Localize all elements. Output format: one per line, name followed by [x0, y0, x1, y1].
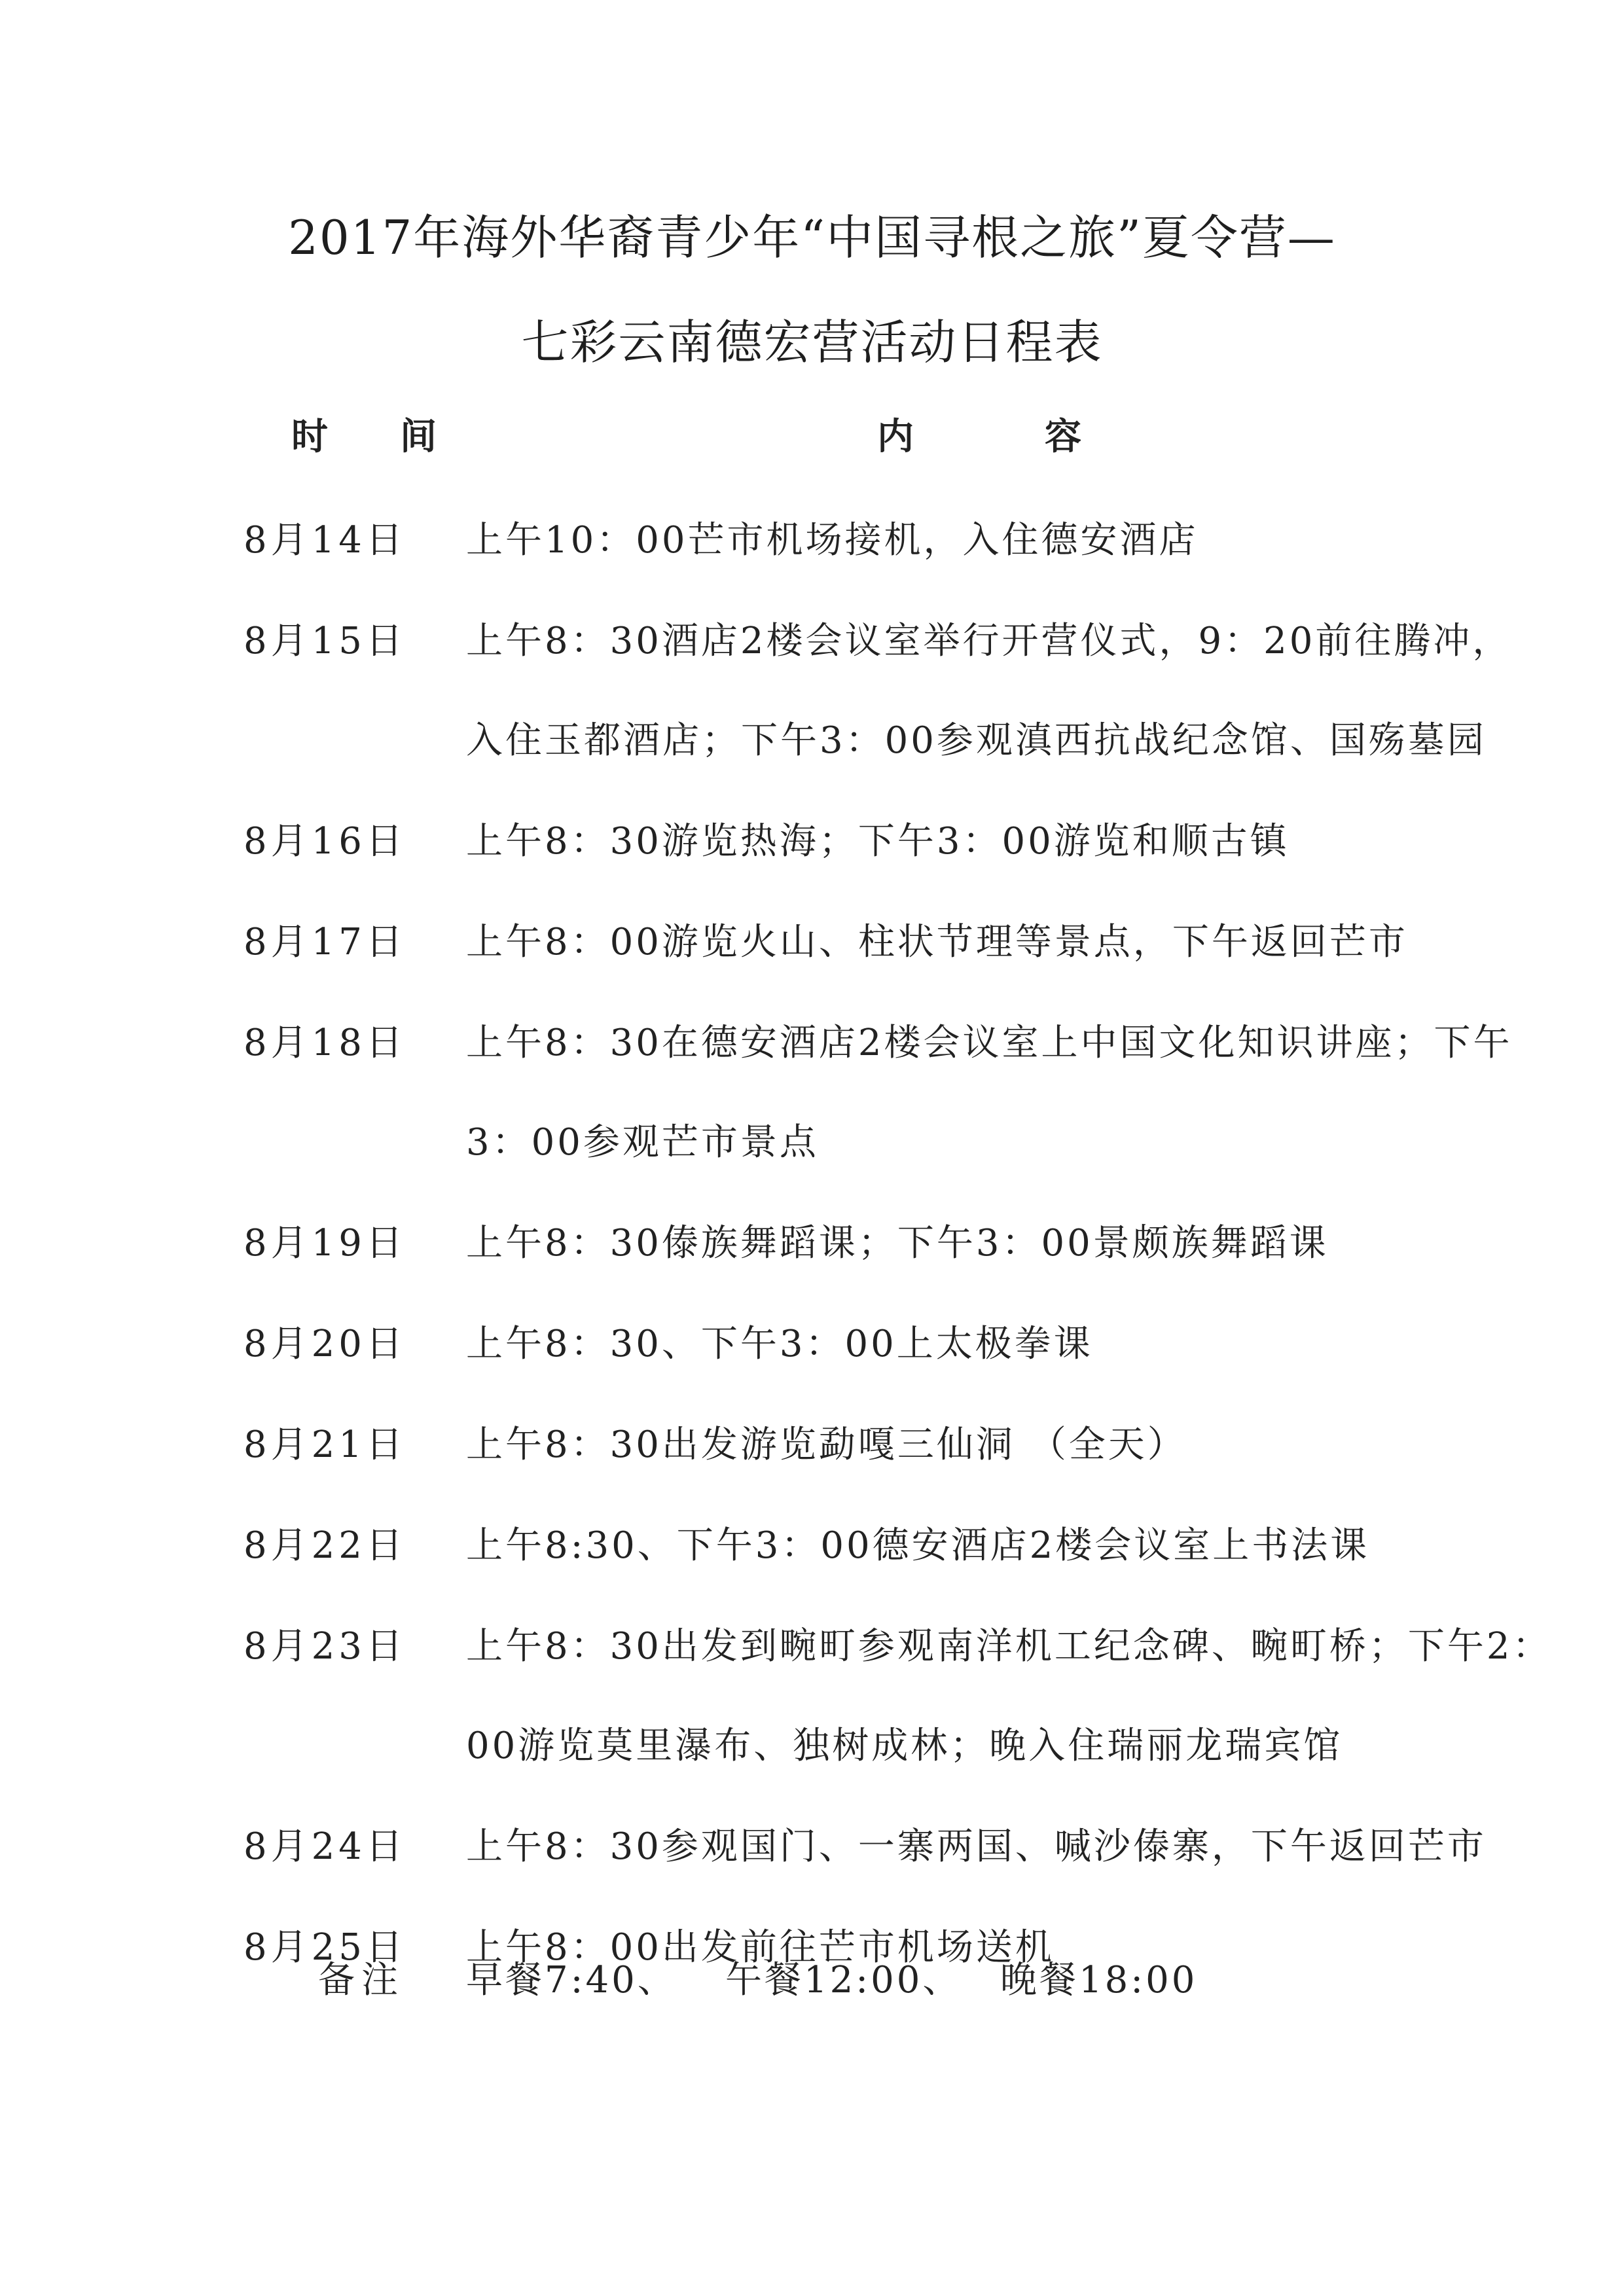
schedule-content-line: 上午8：30酒店2楼会议室举行开营仪式，9：20前往腾冲，	[466, 620, 1512, 662]
note-breakfast: 早餐7:40、	[466, 1959, 677, 2001]
schedule-content-line: 上午8：30在德安酒店2楼会议室上中国文化知识讲座；下午	[466, 1022, 1513, 1064]
schedule-date: 8月15日	[244, 620, 406, 662]
schedule-date: 8月16日	[244, 820, 406, 863]
schedule-content-line: 上午8:30、下午3：00德安酒店2楼会议室上书法课	[466, 1524, 1370, 1567]
schedule-content-line: 上午8：30傣族舞蹈课；下午3：00景颇族舞蹈课	[466, 1222, 1329, 1265]
schedule-content-line: 3：00参观芒市景点	[466, 1121, 819, 1164]
note-dinner: 晚餐18:00	[1000, 1959, 1198, 2001]
document-title-line-2: 七彩云南德宏营活动日程表	[521, 315, 1103, 370]
schedule-date: 8月14日	[244, 519, 406, 562]
schedule-content	[466, 517, 1513, 564]
schedule-date: 8月22日	[244, 1524, 406, 1567]
schedule-content-line: 入住玉都酒店；下午3：00参观滇西抗战纪念馆、国殇墓园	[466, 719, 1487, 762]
schedule-content-line: 上午8：30出发到畹町参观南洋机工纪念碑、畹町桥；下午2：	[466, 1625, 1552, 1668]
schedule-date: 8月19日	[244, 1222, 406, 1265]
schedule-content	[466, 1020, 1513, 1166]
schedule-content-line: 上午10：00芒市机场接机，入住德安酒店	[466, 519, 1199, 562]
document-title-line-1: 2017年海外华裔青少年“中国寻根之旅”夏令营—	[288, 210, 1336, 265]
schedule-content	[466, 1623, 1552, 1770]
schedule-content-line: 上午8：30游览热海；下午3：00游览和顺古镇	[466, 820, 1290, 863]
schedule-content	[466, 1422, 1513, 1469]
schedule-date: 8月20日	[244, 1323, 406, 1365]
schedule-content-line: 上午8：00出发前往芒市机场送机	[466, 1926, 1055, 1969]
schedule-date: 8月18日	[244, 1022, 406, 1064]
schedule-date: 8月21日	[244, 1424, 406, 1466]
schedule-content-line: 上午8：30出发游览勐嘎三仙洞 （全天）	[466, 1424, 1187, 1466]
schedule-content-line: 上午8：30、下午3：00上太极拳课	[466, 1323, 1093, 1365]
note-label: 备注	[318, 1959, 405, 2001]
schedule-content	[466, 919, 1513, 966]
schedule-content-line: 上午8：00游览火山、柱状节理等景点，下午返回芒市	[466, 921, 1408, 963]
schedule-content	[466, 1522, 1513, 1570]
column-header-content: 内容	[877, 415, 1212, 458]
schedule-content	[466, 618, 1513, 764]
schedule-content	[466, 1220, 1513, 1267]
schedule-content	[466, 1823, 1513, 1871]
schedule-date: 8月24日	[244, 1825, 406, 1868]
column-header-time: 时间	[291, 415, 509, 458]
note-lunch: 午餐12:00、	[725, 1959, 962, 2001]
schedule-content-line: 上午8：30参观国门、一寨两国、喊沙傣寨，下午返回芒市	[466, 1825, 1487, 1868]
schedule-content	[466, 1321, 1513, 1368]
schedule-date: 8月25日	[244, 1926, 406, 1969]
schedule-date: 8月23日	[244, 1625, 406, 1668]
schedule-content	[466, 818, 1513, 865]
schedule-date: 8月17日	[244, 921, 406, 963]
schedule-content-line: 00游览莫里瀑布、独树成林；晚入住瑞丽龙瑞宾馆	[466, 1725, 1343, 1767]
